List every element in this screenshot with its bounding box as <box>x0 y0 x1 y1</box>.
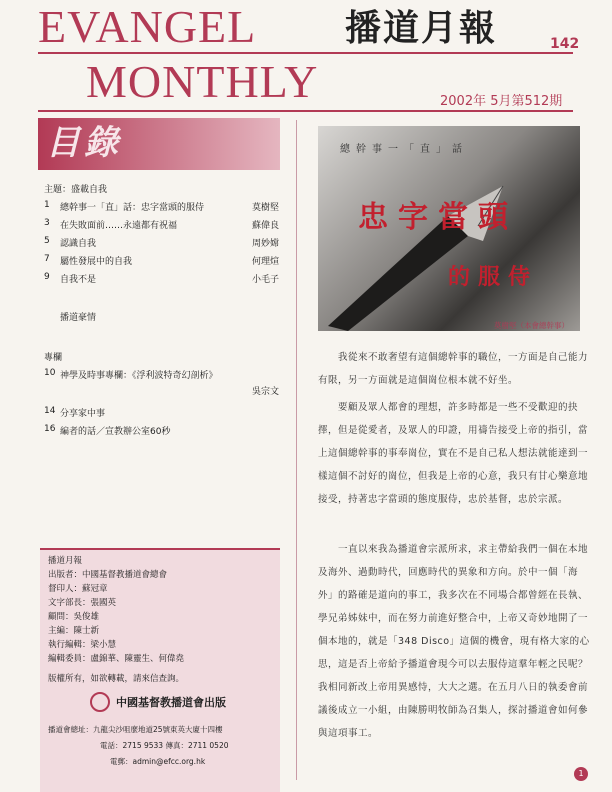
publisher-line: 主編：陳士新 <box>48 626 100 636</box>
publisher-org-name: 中國基督教播道會出版 <box>116 696 226 709</box>
publisher-line: 出版者：中國基督教播道會總會 <box>48 570 168 580</box>
masthead-rule-bottom <box>38 110 573 112</box>
publisher-box-title: 播道月報 <box>48 556 83 566</box>
article-paragraph: 我從來不敢奢望有這個總幹事的職位，一方面是自己能力有限，另一方面就是這個崗位根本就不好坐。 <box>318 352 589 386</box>
date-issue: 2002年 5月第512期 <box>440 94 563 109</box>
toc-heading: 目錄 <box>46 123 122 163</box>
toc-item-title: 分享家中事 <box>60 409 106 419</box>
article-title-line2: 的服侍 <box>448 265 539 290</box>
masthead-chinese-title: 播道月報 <box>345 8 498 49</box>
toc-item-number: 3 <box>44 218 50 228</box>
publisher-address: 播道會總址：九龍尖沙咀麼地道25號東英大廈十四樓 <box>48 725 223 734</box>
toc-item-number: 9 <box>44 272 50 282</box>
toc-item-author: 小毛子 <box>251 275 279 285</box>
toc-item-author: 吳宗文 <box>251 387 279 397</box>
article-title-line1: 忠字當頭 <box>358 200 518 235</box>
publisher-line: 執行編輯：梁小慧 <box>48 640 117 650</box>
publisher-box <box>40 548 280 792</box>
page-number: 1 <box>574 767 588 781</box>
publisher-email[interactable]: 電郵：admin@efcc.org.hk <box>110 757 206 766</box>
article-kicker: 總幹事一「直」話 <box>340 144 468 155</box>
publisher-line: 顧問：吳俊雄 <box>48 612 100 622</box>
toc-item-number: 10 <box>44 368 56 378</box>
article-byline: 莫樹堅（本會總幹事） <box>494 321 569 330</box>
toc-item-title: 在失敗面前……永遠都有祝福 <box>60 221 178 231</box>
toc-item-number: 16 <box>44 424 56 434</box>
toc-item-author: 何理煊 <box>251 257 279 267</box>
toc-item-title: 自我不是 <box>60 275 97 285</box>
toc-section-label: 播道豪情 <box>60 313 97 323</box>
toc-item-title: 認識自我 <box>60 239 97 249</box>
toc-item-title: 總幹事一「直」話：忠字當頭的服侍 <box>60 203 205 213</box>
toc-item-author: 莫樹堅 <box>251 203 279 213</box>
toc-item-title: 屬性發展中的自我 <box>60 257 133 267</box>
toc-item-number: 14 <box>44 406 56 416</box>
column-divider <box>296 120 297 780</box>
toc-column-item[interactable] <box>44 368 279 398</box>
publisher-line: 督印人：蘇冠章 <box>48 584 108 594</box>
issue-number: 142 <box>550 36 580 52</box>
publisher-line: 編輯委員：盧錦華、陳靈生、何偉堯 <box>48 654 185 664</box>
toc-theme-label: 主題：盛載自我 <box>44 185 108 195</box>
copyright-notice: 版權所有，如欲轉載，請來信查詢。 <box>48 674 185 684</box>
publisher-logo-icon <box>90 692 110 712</box>
toc-column-label: 專欄 <box>44 353 63 363</box>
toc-item-number: 7 <box>44 254 50 264</box>
publisher-line: 文字部長：張國英 <box>48 598 117 608</box>
article-paragraph: 一直以來我為播道會宗派所求，求主帶給我們一個在本地及海外、過動時代，回應時代的異象和方向。於中一個「海外」的路確是道向的事工，我多次在不同場合都曾經在長執、學兄弟姊妹中，而在努力前進好整合中，上帝又奇妙地開了一個本地的，就是「348 Disco」這個的機會，現有格大家的心思，這是否上帝給予播道會現今可以去服侍這羣年輕之民呢？我相同新改上帝用異感恃，大大之選。在五月八日的執委會前議後成立一小組，由陳勝明牧師為召集人，探討播道會如何參與這項事工。 <box>318 544 590 739</box>
toc-item-number: 5 <box>44 236 50 246</box>
publisher-phone: 電話：2715 9533 傳真：2711 0520 <box>100 741 229 750</box>
masthead-rule-top <box>38 52 573 54</box>
toc-item-title: 編者的話／宣教辦公室60秒 <box>60 427 171 437</box>
toc-item-number: 1 <box>44 200 50 210</box>
masthead-monthly: MONTHLY <box>86 56 319 107</box>
toc-item-author: 周妙嫦 <box>251 239 279 249</box>
toc-item-author: 蘇偉良 <box>251 221 279 231</box>
article-paragraph: 要顧及眾人都會的理想，許多時都是一些不受歡迎的抉擇，但是從愛者，及眾人的印證，用禱告接受上帝的指引，當上這個總幹事的事奉崗位，實在不是自己私人想法就能達到一樣這個不討好的崗位，但我是上帝的心意，我只有甘心樂意地接受，持著忠字當頭的態度服侍，忠於基督，忠於宗派。 <box>318 402 589 505</box>
masthead-evangel: EVANGEL <box>38 1 257 52</box>
toc-item-title: 神學及時事專欄：《浮利波特奇幻剖析》 <box>60 371 218 381</box>
